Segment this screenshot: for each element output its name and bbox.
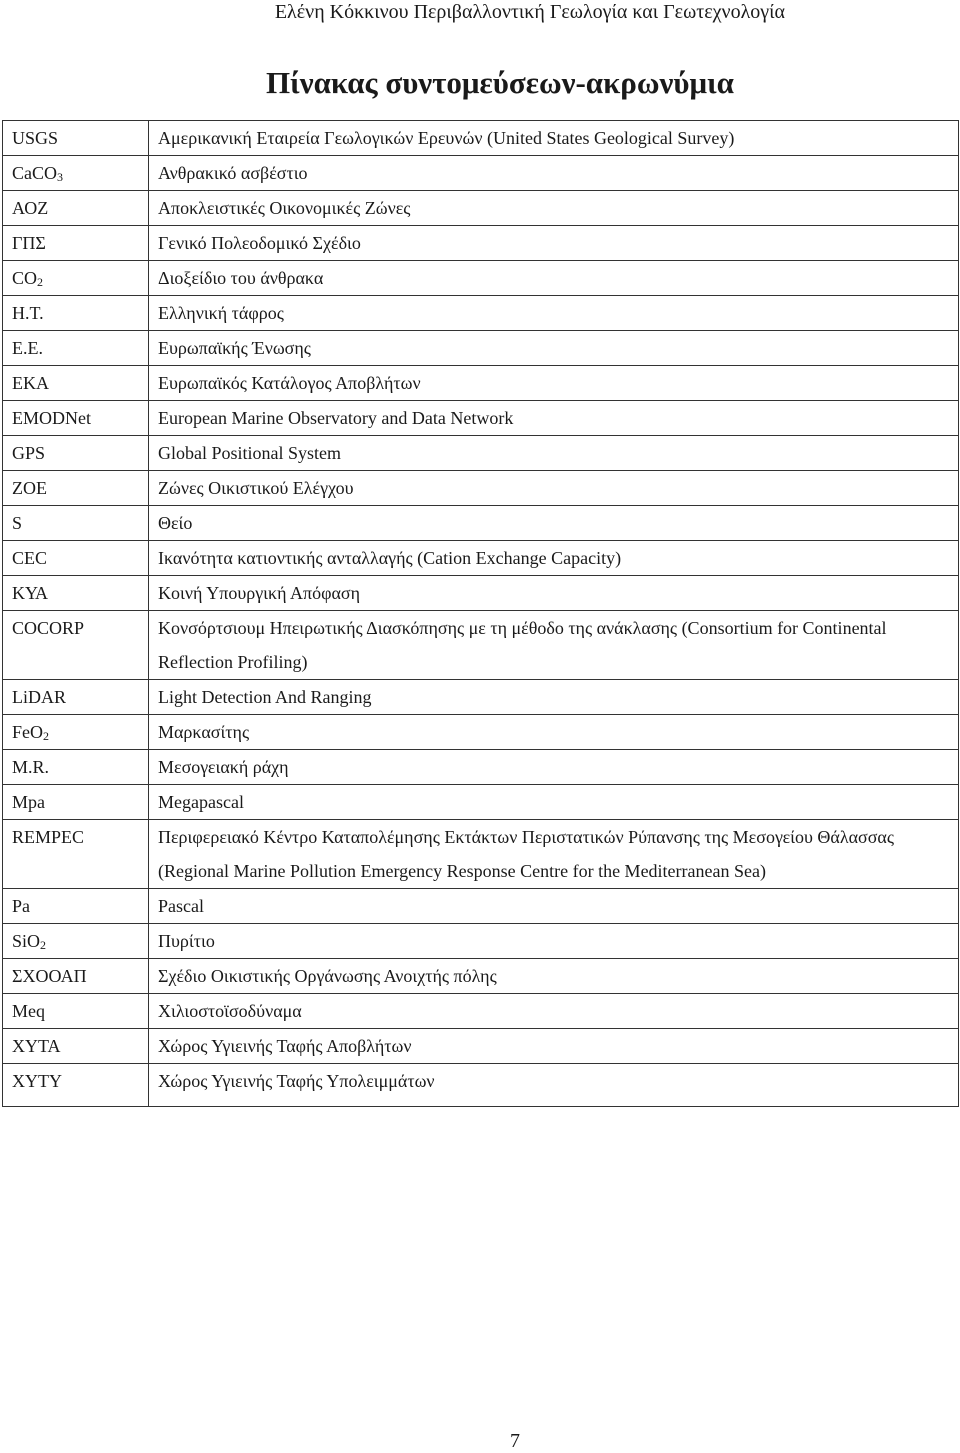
table-row (3, 1029, 959, 1064)
definition-cell: Χώρος Υγιεινής Ταφής Υπολειμμάτων (149, 1064, 959, 1107)
table-row (3, 541, 959, 576)
abbreviation-cell (3, 889, 149, 924)
table-row (3, 1064, 959, 1107)
table-row (3, 506, 959, 541)
table-row (3, 715, 959, 750)
table-row (3, 889, 959, 924)
definition-cell: Διοξείδιο του άνθρακα (149, 261, 959, 296)
definition-cell: Σχέδιο Οικιστικής Οργάνωσης Ανοιχτής πόλης (149, 959, 959, 994)
abbreviation-text: FeO (12, 722, 43, 742)
table-row (3, 471, 959, 506)
table-row (3, 121, 959, 156)
abbreviation-text: GPS (12, 443, 46, 463)
abbreviation-text: COCORP (12, 618, 85, 638)
abbreviation-text: CO (12, 268, 38, 288)
running-header: Ελένη Κόκκινου Περιβαλλοντική Γεωλογία και Γεωτεχνολογία (274, 1, 785, 23)
definition-cell: Μεσογειακή ράχη (149, 750, 959, 785)
table-row (3, 436, 959, 471)
definition-cell: Ζώνες Οικιστικού Ελέγχου (149, 471, 959, 506)
abbreviation-text: SiO (12, 931, 41, 951)
abbreviation-subscript: 2 (37, 275, 44, 289)
abbreviation-text: ΖΟΕ (12, 478, 47, 498)
table-row (3, 366, 959, 401)
definition-cell: Κονσόρτσιουμ Ηπειρωτικής Διασκόπησης με τη μέθοδο της ανάκλασης (Consortium for Continental Reflection Profiling) (149, 611, 959, 680)
abbreviation-cell (3, 959, 149, 994)
definition-cell: Θείο (149, 506, 959, 541)
table-row (3, 226, 959, 261)
definition-cell: Pascal (149, 889, 959, 924)
abbreviation-cell (3, 924, 149, 959)
page-title: Πίνακας συντομεύσεων-ακρωνύμια (266, 65, 734, 100)
abbreviation-cell (3, 611, 149, 680)
abbreviation-cell (3, 506, 149, 541)
definition-cell: Αποκλειστικές Οικονομικές Ζώνες (149, 191, 959, 226)
table-row (3, 611, 959, 680)
table-row (3, 296, 959, 331)
abbreviation-cell (3, 191, 149, 226)
abbreviation-cell (3, 296, 149, 331)
abbreviation-cell (3, 785, 149, 820)
abbreviation-cell (3, 226, 149, 261)
abbreviation-cell (3, 1064, 149, 1107)
abbreviation-text: LiDAR (12, 687, 66, 707)
abbreviation-text: M.R. (12, 757, 50, 777)
abbreviation-text: CEC (12, 548, 48, 568)
definition-cell: Megapascal (149, 785, 959, 820)
abbreviation-text: Pa (12, 896, 30, 916)
definition-cell: Αμερικανική Εταιρεία Γεωλογικών Ερευνών (United States Geological Survey) (149, 121, 959, 156)
abbreviation-subscript: 2 (43, 729, 49, 743)
table-row (3, 401, 959, 436)
abbreviation-text: Mpa (12, 792, 45, 812)
abbreviation-cell (3, 471, 149, 506)
abbreviation-cell (3, 715, 149, 750)
abbreviation-text: Η.Τ. (12, 303, 44, 323)
abbreviation-cell (3, 436, 149, 471)
abbreviation-cell (3, 541, 149, 576)
abbreviation-cell (3, 820, 149, 889)
abbreviation-text: ΧΥΤΥ (12, 1071, 62, 1091)
abbreviation-cell (3, 576, 149, 611)
definition-cell: Light Detection And Ranging (149, 680, 959, 715)
definition-cell: European Marine Observatory and Data Network (149, 401, 959, 436)
definition-cell: Ευρωπαϊκής Ένωσης (149, 331, 959, 366)
table-row (3, 994, 959, 1029)
definition-cell: Χιλιοστοϊσοδύναμα (149, 994, 959, 1029)
abbreviation-text: REMPEC (12, 827, 85, 847)
abbreviations-table-body (3, 121, 959, 1107)
abbreviation-cell (3, 750, 149, 785)
table-row (3, 191, 959, 226)
table-row (3, 156, 959, 191)
table-row (3, 785, 959, 820)
definition-cell: Γενικό Πολεοδομικό Σχέδιο (149, 226, 959, 261)
definition-cell: Ανθρακικό ασβέστιο (149, 156, 959, 191)
table-row (3, 261, 959, 296)
table-row (3, 959, 959, 994)
abbreviation-cell (3, 994, 149, 1029)
abbreviation-text: S (12, 513, 23, 533)
abbreviation-text: Ε.Ε. (12, 338, 43, 358)
abbreviation-cell (3, 156, 149, 191)
abbreviation-text: EMODNet (12, 408, 91, 428)
definition-cell: Πυρίτιο (149, 924, 959, 959)
definition-cell: Ευρωπαϊκός Κατάλογος Αποβλήτων (149, 366, 959, 401)
abbreviation-text: ΕΚΑ (12, 373, 49, 393)
abbreviation-cell (3, 401, 149, 436)
page-number: 7 (510, 1430, 520, 1452)
abbreviation-text: ΚΥΑ (12, 583, 49, 603)
definition-cell: Περιφερειακό Κέντρο Καταπολέμησης Εκτάκτων Περιστατικών Ρύπανσης της Μεσογείου Θάλασσας (Regional Marine Pollution Emergency Response Centre for the Mediterranean Sea) (149, 820, 959, 889)
definition-cell: Κοινή Υπουργική Απόφαση (149, 576, 959, 611)
abbreviation-text: Meq (12, 1001, 45, 1021)
abbreviation-cell (3, 261, 149, 296)
table-row (3, 576, 959, 611)
definition-cell: Χώρος Υγιεινής Ταφής Αποβλήτων (149, 1029, 959, 1064)
definition-cell: Μαρκασίτης (149, 715, 959, 750)
abbreviation-cell (3, 121, 149, 156)
abbreviations-table (2, 120, 959, 1107)
definition-cell: Ικανότητα κατιοντικής ανταλλαγής (Cation Exchange Capacity) (149, 541, 959, 576)
table-row (3, 924, 959, 959)
abbreviation-cell (3, 366, 149, 401)
definition-cell: Ελληνική τάφρος (149, 296, 959, 331)
abbreviation-text: USGS (12, 128, 59, 148)
abbreviation-cell (3, 680, 149, 715)
abbreviation-text: ΓΠΣ (12, 233, 46, 253)
table-row (3, 680, 959, 715)
abbreviation-subscript: 2 (40, 938, 47, 952)
abbreviation-text: ΧΥΤΑ (12, 1036, 61, 1056)
definition-cell: Global Positional System (149, 436, 959, 471)
abbreviation-subscript: 3 (57, 170, 63, 184)
abbreviation-cell (3, 1029, 149, 1064)
abbreviation-cell (3, 331, 149, 366)
abbreviation-text: ΣΧΟΟΑΠ (12, 966, 87, 986)
abbreviation-text: CaCO (12, 163, 57, 183)
abbreviation-text: ΑΟΖ (12, 198, 49, 218)
table-row (3, 750, 959, 785)
table-row (3, 331, 959, 366)
table-row (3, 820, 959, 889)
